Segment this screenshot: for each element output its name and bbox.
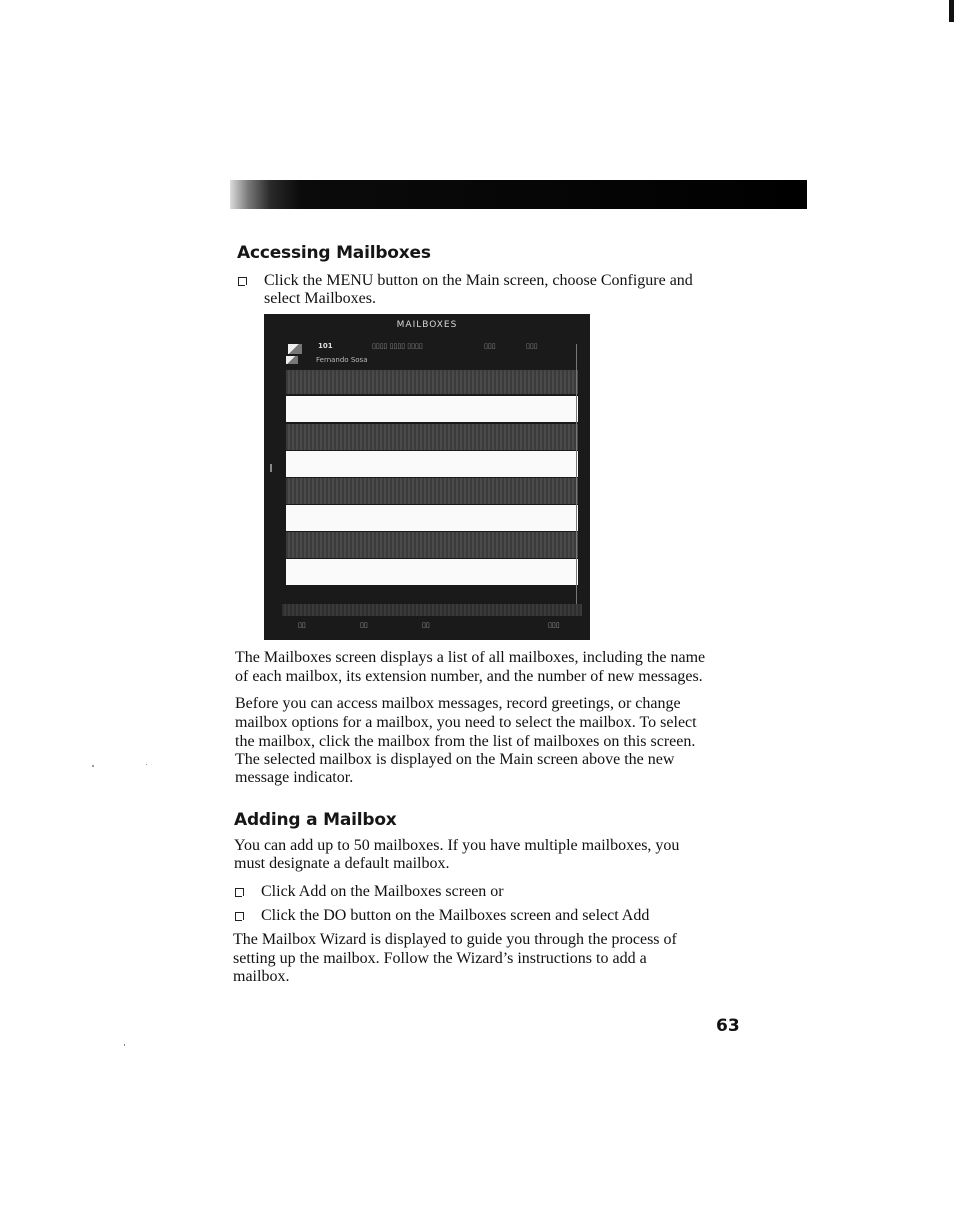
list-scroll-marker bbox=[270, 464, 272, 472]
list-row-dark bbox=[286, 478, 578, 504]
checkbox-bullet-icon bbox=[235, 888, 244, 897]
list-row-empty bbox=[286, 505, 578, 531]
page-number: 63 bbox=[716, 1016, 740, 1036]
mailboxes-window-title: MAILBOXES bbox=[396, 320, 458, 330]
page-edge-mark bbox=[949, 0, 954, 22]
mailbox-row-name: Fernando Sosa bbox=[316, 356, 368, 364]
list-row-empty bbox=[286, 559, 578, 585]
paragraph-line: Before you can access mailbox messages, record greetings, or change bbox=[235, 695, 681, 712]
paragraph-line: the mailbox, click the mailbox from the list of mailboxes on this screen. bbox=[235, 733, 696, 750]
screen-button-faint: ▯▯▯ bbox=[548, 621, 560, 629]
paragraph-line: mailbox options for a mailbox, you need to select the mailbox. To select bbox=[235, 714, 697, 731]
checkbox-bullet-icon bbox=[238, 277, 247, 286]
paragraph-line: must designate a default mailbox. bbox=[234, 855, 450, 872]
instruction-line: Click Add on the Mailboxes screen or bbox=[261, 883, 504, 900]
checkbox-bullet-icon bbox=[235, 912, 244, 921]
column-header-faint: ▯▯▯▯ ▯▯▯▯ ▯▯▯▯ bbox=[372, 342, 423, 350]
chapter-header-bar bbox=[230, 180, 807, 209]
paragraph-line: The selected mailbox is displayed on the Main screen above the new bbox=[235, 751, 675, 768]
mailbox-icon bbox=[288, 344, 302, 354]
screen-button-faint: ▯▯ bbox=[422, 621, 430, 629]
list-row-empty bbox=[286, 451, 578, 477]
mailboxes-screenshot bbox=[264, 314, 590, 640]
list-row-dark bbox=[286, 532, 578, 558]
instruction-line: Click the MENU button on the Main screen, choose Configure and bbox=[264, 272, 693, 289]
section-heading-adding-a-mailbox: Adding a Mailbox bbox=[234, 810, 397, 830]
paragraph-line: The Mailboxes screen displays a list of all mailboxes, including the name bbox=[235, 649, 706, 666]
list-row-empty bbox=[286, 396, 578, 422]
screen-button-faint: ▯▯ bbox=[298, 621, 306, 629]
list-edge bbox=[576, 344, 577, 604]
paragraph-line: message indicator. bbox=[235, 769, 354, 786]
mailbox-row-number: 101 bbox=[318, 342, 333, 350]
scan-speck bbox=[92, 765, 94, 767]
paragraph-line: mailbox. bbox=[233, 968, 290, 985]
column-header-faint: ▯▯▯ bbox=[484, 342, 496, 350]
paragraph-line: of each mailbox, its extension number, and the number of new messages. bbox=[235, 668, 703, 685]
list-footer bbox=[282, 604, 582, 616]
list-row-dark bbox=[286, 370, 578, 394]
instruction-line: select Mailboxes. bbox=[264, 290, 376, 307]
list-row-dark bbox=[286, 424, 578, 450]
mailbox-icon bbox=[286, 356, 298, 364]
paragraph-line: You can add up to 50 mailboxes. If you have multiple mailboxes, you bbox=[234, 837, 680, 854]
screen-button-faint: ▯▯ bbox=[360, 621, 368, 629]
section-heading-accessing-mailboxes: Accessing Mailboxes bbox=[237, 243, 431, 263]
scan-speck bbox=[124, 1044, 125, 1046]
paragraph-line: setting up the mailbox. Follow the Wizard’s instructions to add a bbox=[233, 950, 647, 967]
mailbox-list bbox=[286, 370, 578, 602]
scan-speck bbox=[146, 764, 147, 765]
paragraph-line: The Mailbox Wizard is displayed to guide you through the process of bbox=[233, 931, 677, 948]
instruction-line: Click the DO button on the Mailboxes screen and select Add bbox=[261, 907, 650, 924]
column-header-faint: ▯▯▯ bbox=[526, 342, 538, 350]
